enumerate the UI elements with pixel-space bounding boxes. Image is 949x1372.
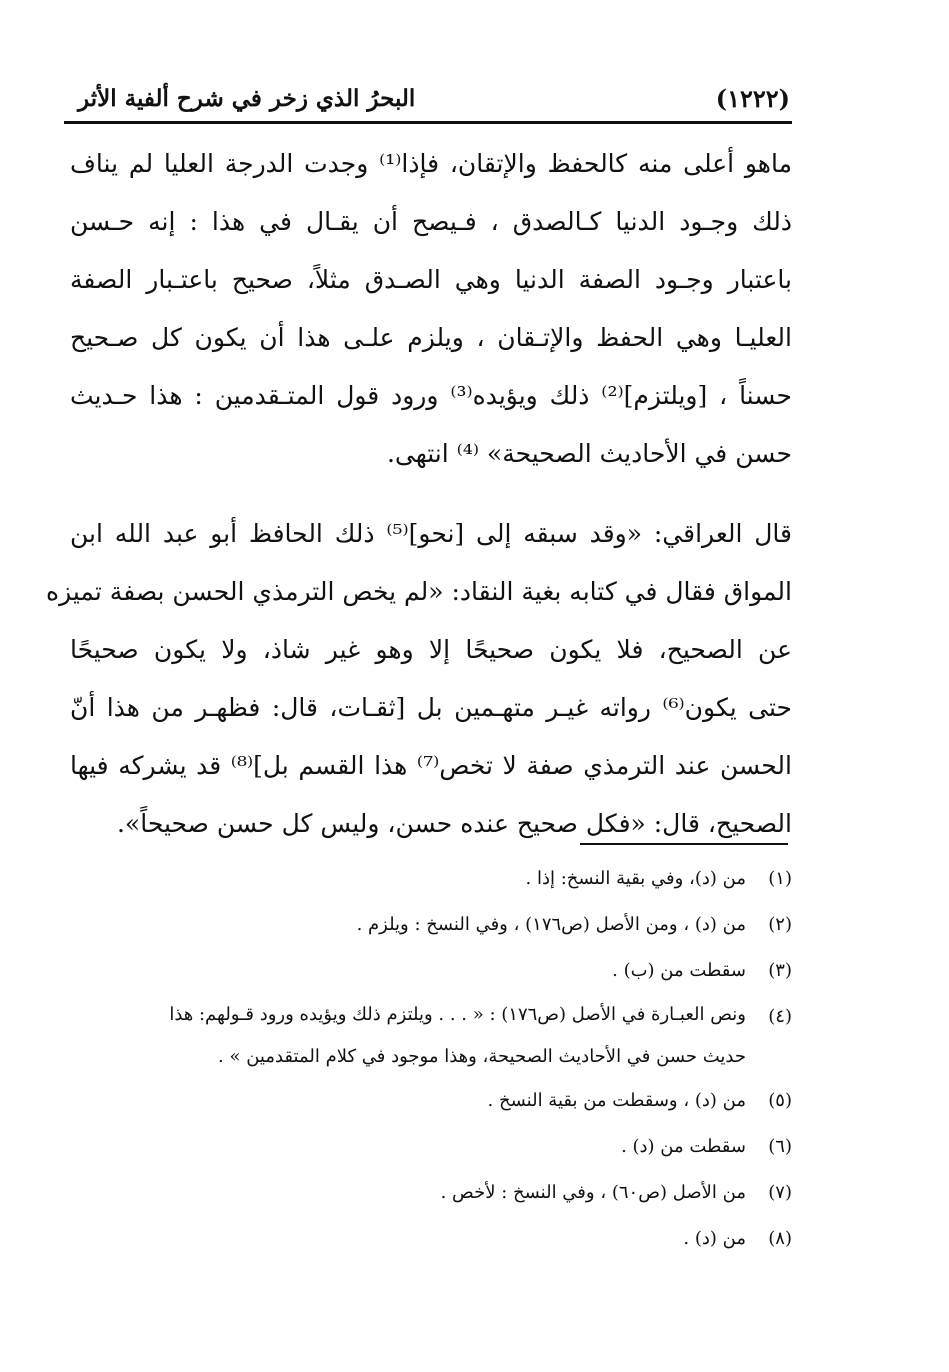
- paragraph: [46, 505, 793, 853]
- footnote: [70, 856, 792, 902]
- page-number: (١٢٢٢): [715, 83, 790, 113]
- footnote-number: (٨): [768, 1228, 792, 1249]
- footnotes: [70, 856, 792, 1262]
- footnote-text: سقطت من (د) .: [621, 1136, 746, 1157]
- footnote: [70, 1124, 792, 1170]
- footnote-text: من الأصل (ص٦٠) ، وفي النسخ : لأخص .: [440, 1182, 746, 1203]
- footnote: [70, 948, 792, 994]
- text-line: حسناً ، [ويلتزم]⁽²⁾ ذلك ويؤيده⁽³⁾ ورود قول المتـقدمين : هذا حـديث: [70, 381, 792, 410]
- footnote-text: سقطت من (ب) .: [612, 960, 746, 981]
- footnote: [70, 1078, 792, 1124]
- text-line: ماهو أعلى منه كالحفظ والإتقان، فإذا⁽¹⁾ وجدت الدرجة العليا لم يناف: [70, 149, 792, 178]
- footnote: [70, 902, 792, 948]
- footnote-number: (٤): [768, 1006, 792, 1027]
- footnote-number: (٦): [768, 1136, 792, 1157]
- text-line: باعتبار وجـود الصفة الدنيا وهي الصـدق مثلاً، صحيح باعتـبار الصفة: [70, 265, 792, 294]
- text-line: حسن في الأحاديث الصحيحة» ⁽⁴⁾ انتهى.: [386, 439, 792, 468]
- text-line: عن الصحيح، فلا يكون صحيحًا إلا وهو غير شاذ، ولا يكون صحيحًا: [70, 635, 792, 664]
- text-line: الحسن عند الترمذي صفة لا تخص⁽⁷⁾ هذا القسم بل]⁽⁸⁾ قد يشركه فيها: [70, 751, 792, 780]
- text-line: حتى يكون⁽⁶⁾ رواته غيـر متهـمين بل [ثقـات، قال: فظهـر من هذا أنّ: [70, 693, 792, 722]
- footnote-number: (٣): [768, 960, 792, 981]
- text-line: ذلك وجـود الدنيا كـالصدق ، فـيصح أن يقـال في هذا : إنه حـسن: [70, 207, 792, 236]
- footnote-number: (٢): [768, 914, 792, 935]
- page-header: [78, 78, 790, 118]
- main-text: [46, 135, 793, 853]
- footnote-divider: [580, 843, 788, 845]
- footnote-text: من (د) ، ومن الأصل (ص١٧٦) ، وفي النسخ : ويلزم .: [356, 914, 746, 935]
- paragraph: [70, 135, 792, 483]
- footnote: [70, 1216, 792, 1262]
- footnote-text: من (د)، وفي بقية النسخ: إذا .: [525, 868, 746, 889]
- text-line: العليـا وهي الحفظ والإتـقان ، ويلزم علـى هذا أن يكون كل صـحيح: [70, 323, 792, 352]
- footnote-text: من (د) ، وسقطت من بقية النسخ .: [487, 1090, 746, 1111]
- footnote-line: حديث حسن في الأحاديث الصحيحة، وهذا موجود في كلام المتقدمين » .: [218, 1046, 746, 1067]
- running-title: البحرُ الذي زخر في شرح ألفية الأثر: [78, 84, 416, 112]
- header-divider: [64, 121, 792, 124]
- footnote-text: [70, 994, 746, 1078]
- text-line: الصحيح، قال: «فكل صحيح عنده حسن، وليس كل حسن صحيحاً».: [116, 809, 792, 838]
- text-line: المواق فقال في كتابه بغية النقاد: «لم يخص الترمذي الحسن بصفة تميزه: [46, 577, 792, 606]
- text-line: قال العراقي: «وقد سبقه إلى [نحو]⁽⁵⁾ ذلك الحافظ أبو عبد الله ابن: [70, 519, 793, 548]
- footnote-number: (٥): [768, 1090, 792, 1111]
- footnote: [70, 1170, 792, 1216]
- footnote-line: ونص العبـارة في الأصل (ص١٧٦) : « . . . ويلتزم ذلك ويؤيده ورود قـولهم: هذا: [169, 1004, 746, 1025]
- footnote: [70, 994, 792, 1078]
- footnote-number: (٧): [768, 1182, 792, 1203]
- footnote-text: من (د) .: [683, 1228, 746, 1249]
- footnote-number: (١): [768, 868, 792, 889]
